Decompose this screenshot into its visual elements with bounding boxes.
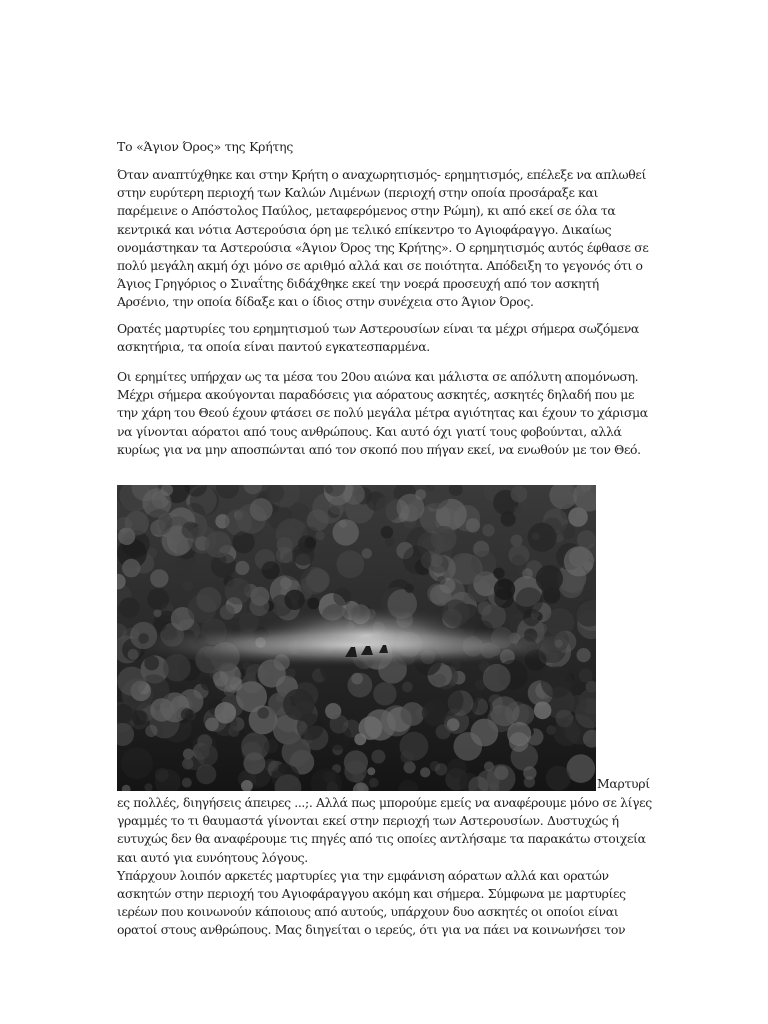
paragraph-line: ευτυχώς δεν θα αναφέρουμε τις πηγές από τις οποίες αντλήσαμε τα παρακάτω στοιχεία — [117, 831, 646, 847]
paragraph-4 — [117, 794, 662, 940]
paragraph-line: γραμμές το τι θαυμαστά γίνονται εκεί στην περιοχή των Αστερουσίων. Δυστυχώς ή — [117, 813, 619, 829]
paragraph-line: ονομάστηκαν τα Αστερούσια «Άγιον Όρος της Κρήτης». Ο ερημητισμός αυτός έφθασε σε — [117, 239, 649, 255]
paragraph-line: Όταν αναπτύχθηκε και στην Κρήτη ο αναχωρητισμός- ερημητισμός, επέλεξε να απλωθεί — [117, 167, 646, 182]
paragraph-line: και αυτό για ευνόητους λόγους. — [117, 849, 308, 865]
paragraph-line: Υπάρχουν λοιπόν αρκετές μαρτυρίες για την εμφάνιση αόρατων αλλά και ορατών — [117, 867, 609, 883]
paragraph-line: ιερέων που κοινωνούν κάποιους από αυτούς, υπάρχουν δυο ασκητές οι οποίοι είναι — [117, 904, 619, 920]
paragraph-line: ορατοί στους ανθρώπους. Μας διηγείται ο ιερεύς, ότι για να πάει να κοινωνήσει τον — [117, 922, 626, 938]
paragraph-line: Οι ερημίτες υπήρχαν ως τα μέσα του 20ου αιώνα και μάλιστα σε απόλυτη απομόνωση. — [117, 369, 639, 384]
paragraph-line: Ορατές μαρτυρίες του ερημητισμού των Αστερουσίων είναι τα μέχρι σήμερα σωζόμενα — [117, 321, 639, 336]
document-title: Το «Άγιον Όρος» της Κρήτης — [117, 139, 294, 154]
paragraph-line: Άγιος Γρηγόριος ο Σιναΐτης διδάχθηκε εκεί την νοερά προσευχή από τον ασκητή — [117, 276, 599, 292]
paragraph-line: κυρίως για να μην αποσπώνται από τον σκοπό που πήγαν εκεί, να ενωθούν με τον Θεό. — [117, 441, 641, 457]
paragraph-line: παρέμεινε ο Απόστολος Παύλος, μεταφερόμενος στην Ρώμη), κι από εκεί σε όλα τα — [117, 203, 616, 219]
paragraph-line: κεντρικά και νότια Αστερούσια όρη με τελικό επίκεντρο το Αγιοφάραγγο. Δικαίως — [117, 221, 612, 237]
paragraph-line: Αρσένιο, την οποία δίδαξε και ο ίδιος στην συνέχεια στο Άγιον Όρος. — [117, 294, 534, 310]
paragraph-line: ες πολλές, διηγήσεις άπειρες ...;. Αλλά πως μπορούμε εμείς να αναφέρουμε μόνο σε λίγες — [117, 795, 652, 810]
paragraph-1 — [117, 166, 662, 312]
paragraph-2 — [117, 320, 662, 356]
paragraph-line: ασκητήρια, τα οποία είναι παντού εγκατεσπαρμένα. — [117, 339, 430, 355]
paragraph-3 — [117, 368, 662, 459]
paragraph-line: στην ευρύτερη περιοχή των Καλών Λιμένων (περιοχή στην οποία προσάραξε και — [117, 185, 599, 201]
forest-photo — [117, 485, 596, 791]
paragraph-line: να γίνονται αόρατοι από τους ανθρώπους. Και αυτό όχι γιατί τους φοβούνται, αλλά — [117, 423, 622, 439]
document-page — [117, 0, 657, 1024]
paragraph-line: Μέχρι σήμερα ακούγονται παραδόσεις για αόρατους ασκητές, ασκητές δηλαδή που με — [117, 387, 635, 403]
inline-continuation-word: Μαρτυρί — [597, 776, 650, 791]
forest-photo-image — [117, 485, 596, 791]
paragraph-line: ασκητών στην περιοχή του Αγιοφάραγγου ακόμη και σήμερα. Σύμφωνα με μαρτυρίες — [117, 886, 626, 902]
paragraph-line: την χάρη του Θεού έχουν φτάσει σε πολύ μεγάλα μέτρα αγιότητας και έχουν το χάρισμα — [117, 405, 648, 421]
paragraph-line: πολύ μεγάλη ακμή όχι μόνο σε αριθμό αλλά και σε ποιότητα. Απόδειξη το γεγονός ότι ο — [117, 258, 643, 274]
